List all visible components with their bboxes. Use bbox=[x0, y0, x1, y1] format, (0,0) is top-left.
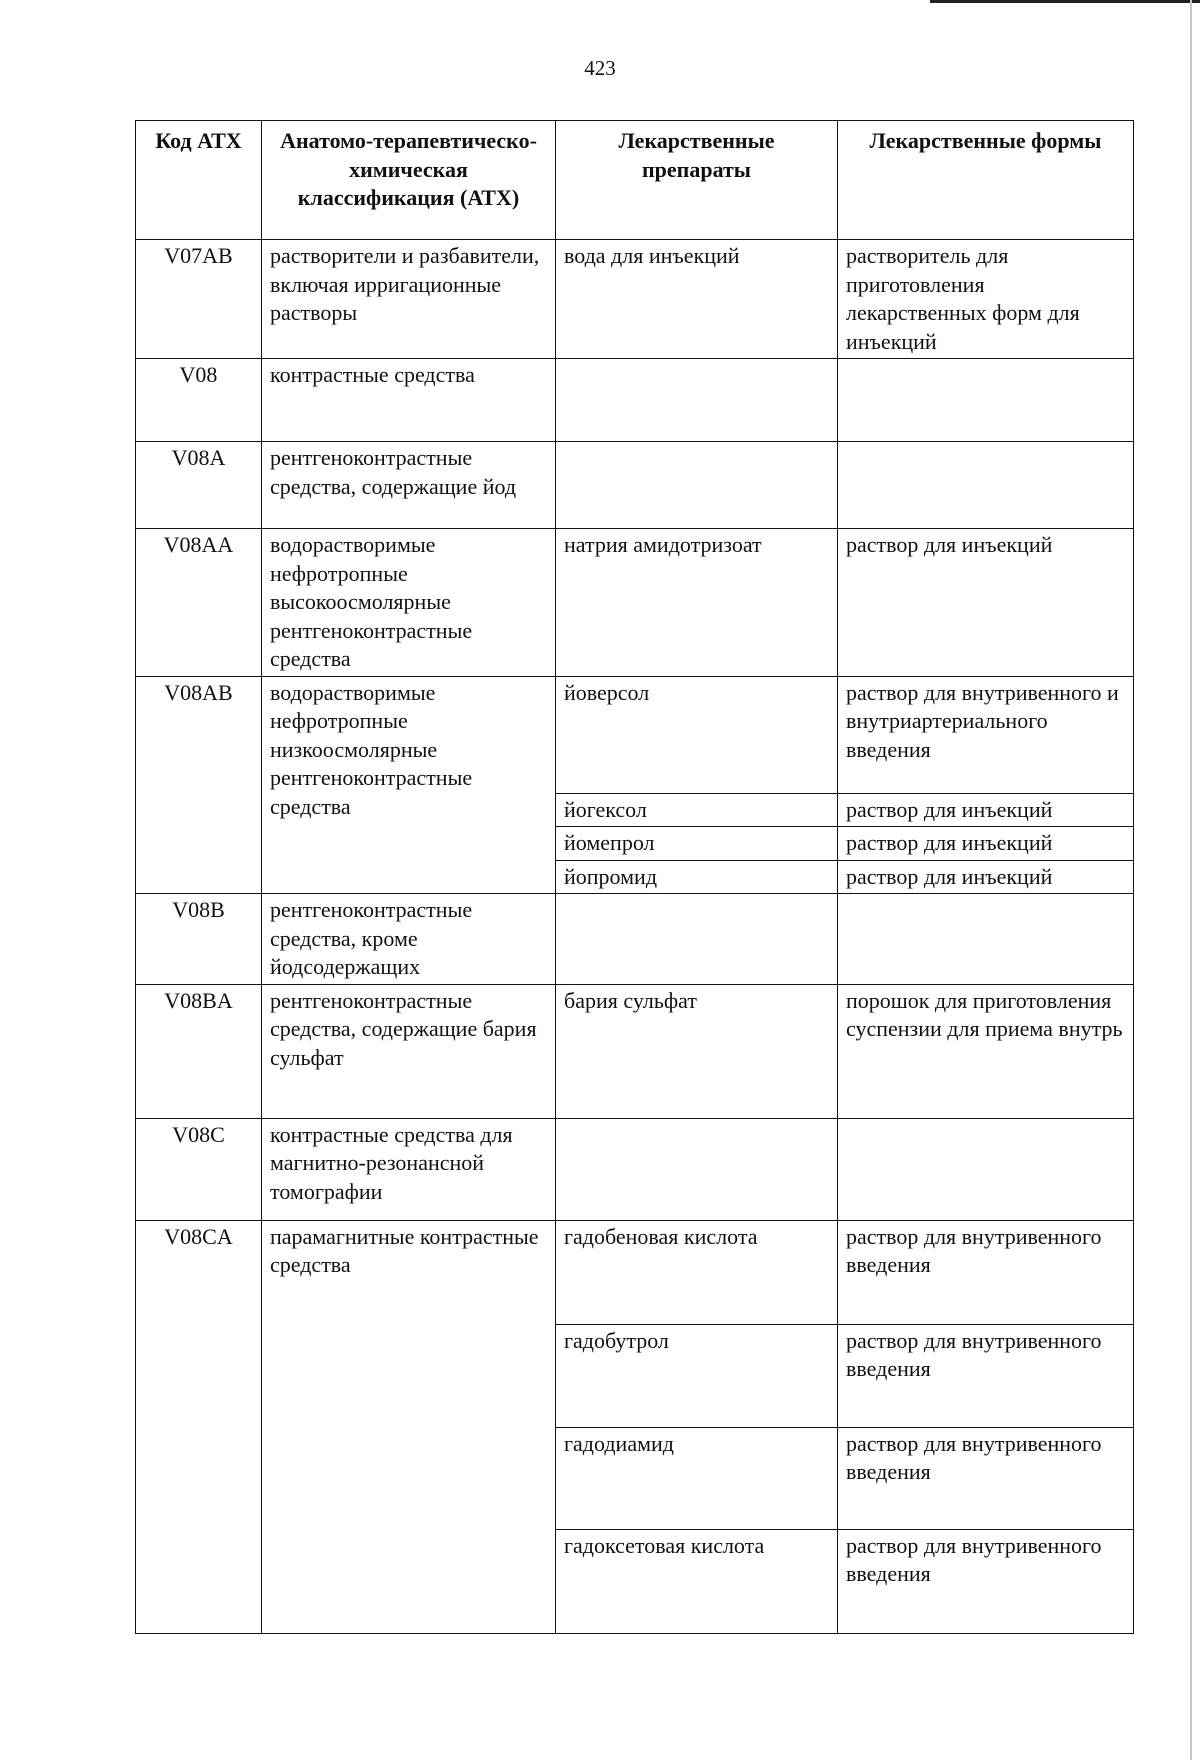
header-drugs: Лекарственные препараты bbox=[556, 121, 838, 240]
dosage-form-cell bbox=[838, 359, 1134, 442]
table-row bbox=[136, 894, 1134, 985]
drug-name-cell: бария сульфат bbox=[556, 984, 838, 1118]
drug-name-cell: гадоксетовая кислота bbox=[556, 1529, 838, 1633]
drug-name-cell: йомепрол bbox=[556, 827, 838, 861]
atx-classification-cell: рентгеноконтрастные средства, содержащие йод bbox=[262, 442, 556, 529]
atx-code-cell: V08B bbox=[136, 894, 262, 985]
dosage-form-cell: раствор для внутривенного введения bbox=[838, 1529, 1134, 1633]
table-body bbox=[136, 240, 1134, 1634]
drug-name-cell: гадодиамид bbox=[556, 1427, 838, 1529]
dosage-form-cell: раствор для внутривенного введения bbox=[838, 1220, 1134, 1324]
header-row bbox=[136, 121, 1134, 240]
dosage-form-cell: порошок для приготовления суспензии для приема внутрь bbox=[838, 984, 1134, 1118]
header-classification: Анатомо-терапевтическо-химическая классификация (АТХ) bbox=[262, 121, 556, 240]
dosage-form-cell: раствор для внутривенного введения bbox=[838, 1324, 1134, 1427]
header-forms: Лекарственные формы bbox=[838, 121, 1134, 240]
table-row bbox=[136, 240, 1134, 359]
table-row bbox=[136, 442, 1134, 529]
drug-name-cell: йоверсол bbox=[556, 676, 838, 793]
atx-classification-cell: водорастворимые нефротропные высокоосмолярные рентгеноконтрастные средства bbox=[262, 529, 556, 677]
atx-classification-cell: контрастные средства bbox=[262, 359, 556, 442]
drug-name-cell bbox=[556, 1118, 838, 1220]
table-row bbox=[136, 1118, 1134, 1220]
dosage-form-cell: раствор для внутривенного введения bbox=[838, 1427, 1134, 1529]
atx-code-cell: V08AB bbox=[136, 676, 262, 894]
dosage-form-cell bbox=[838, 442, 1134, 529]
page-number: 423 bbox=[584, 56, 616, 80]
drug-name-cell bbox=[556, 442, 838, 529]
atx-code-cell: V08A bbox=[136, 442, 262, 529]
dosage-form-cell bbox=[838, 1118, 1134, 1220]
dosage-form-cell: раствор для внутривенного и внутриартериального введения bbox=[838, 676, 1134, 793]
atx-classification-cell: рентгеноконтрастные средства, кроме йодсодержащих bbox=[262, 894, 556, 985]
dosage-form-cell: раствор для инъекций bbox=[838, 793, 1134, 827]
dosage-form-cell: раствор для инъекций bbox=[838, 529, 1134, 677]
table-row bbox=[136, 984, 1134, 1118]
header-code: Код АТХ bbox=[136, 121, 262, 240]
atx-code-cell: V07AB bbox=[136, 240, 262, 359]
page-edge-line bbox=[1190, 0, 1192, 1760]
atx-code-cell: V08C bbox=[136, 1118, 262, 1220]
drug-name-cell: натрия амидотризоат bbox=[556, 529, 838, 677]
atx-code-cell: V08BA bbox=[136, 984, 262, 1118]
table-row bbox=[136, 1220, 1134, 1324]
table-row bbox=[136, 529, 1134, 677]
atx-classification-cell: рентгеноконтрастные средства, содержащие бария сульфат bbox=[262, 984, 556, 1118]
dosage-form-cell: растворитель для приготовления лекарственных форм для инъекций bbox=[838, 240, 1134, 359]
atx-classification-cell: водорастворимые нефротропные низкоосмолярные рентгеноконтрастные средства bbox=[262, 676, 556, 894]
atx-classification-cell: растворители и разбавители, включая ирригационные растворы bbox=[262, 240, 556, 359]
atx-table bbox=[135, 120, 1134, 1634]
drug-name-cell: гадобутрол bbox=[556, 1324, 838, 1427]
atx-classification-cell: парамагнитные контрастные средства bbox=[262, 1220, 556, 1633]
dosage-form-cell bbox=[838, 894, 1134, 985]
drug-name-cell bbox=[556, 894, 838, 985]
table-row bbox=[136, 359, 1134, 442]
drug-name-cell: гадобеновая кислота bbox=[556, 1220, 838, 1324]
atx-code-cell: V08AA bbox=[136, 529, 262, 677]
table-row bbox=[136, 676, 1134, 793]
drug-name-cell: йопромид bbox=[556, 860, 838, 894]
atx-classification-cell: контрастные средства для магнитно-резонансной томографии bbox=[262, 1118, 556, 1220]
drug-name-cell: йогексол bbox=[556, 793, 838, 827]
atx-code-cell: V08 bbox=[136, 359, 262, 442]
top-rule bbox=[930, 0, 1200, 3]
drug-name-cell: вода для инъекций bbox=[556, 240, 838, 359]
atx-code-cell: V08CA bbox=[136, 1220, 262, 1633]
dosage-form-cell: раствор для инъекций bbox=[838, 860, 1134, 894]
drug-name-cell bbox=[556, 359, 838, 442]
dosage-form-cell: раствор для инъекций bbox=[838, 827, 1134, 861]
